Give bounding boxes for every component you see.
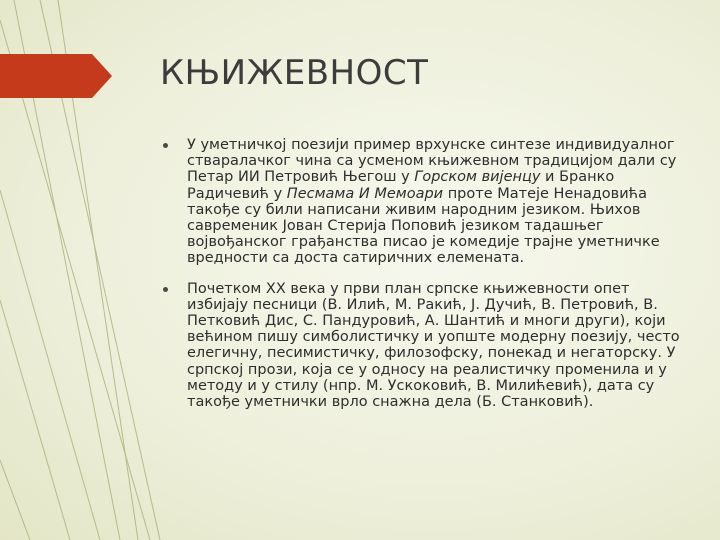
- bullet-italic-text: Мемоари: [374, 185, 444, 202]
- bullet-italic-text: Песмама: [286, 185, 355, 202]
- slide-title: КЊИЖЕВНОСТ: [160, 53, 429, 93]
- title-accent-banner: [0, 54, 112, 98]
- bullet-list: [163, 137, 683, 424]
- bullet-text: и Бранко Радичевић у: [187, 169, 615, 202]
- bullet-item: [163, 137, 683, 267]
- bullet-dot-icon: [163, 143, 168, 148]
- bullet-dot-icon: [163, 287, 168, 292]
- bullet-italic-text: Горском вијенцу: [414, 169, 541, 186]
- bullet-text: Почетком XX века у први план српске књижевности опет избијају песници (В. Илић, М. Ракић, Ј. Дучић, В. Петровић, В. Петковић Дис, С. Пандуровић, А. Шантић и многи други), који већином пишу симболистичку и уопште модерну поезију, често елегичну, песимистичку, филозофску, понекад и негаторску. У српској прози, која се у односу на реалистичку променила и у методу и у стилу (нпр. М. Ускоковић, В. Милићевић), дата су такође уметнички врло снажна дела (Б. Станковић).: [187, 280, 680, 411]
- bullet-text: У уметничкој поезији пример врхунске синтезе индивидуалног стваралачког чина са усменом књижевном традицијом дали су Петар ИИ Петровић Његош у: [187, 137, 677, 186]
- bullet-italic-text: И: [354, 185, 375, 202]
- bullet-item: [163, 281, 683, 411]
- bullet-text: проте Матеје Ненадовића такође су били написани живим народним језиком. Њихов савременик Јован Стерија Поповић језиком тадашњег војвођанског грађанства писао је комедије трајне уметничке вредности са доста сатиричних елемената.: [187, 185, 660, 267]
